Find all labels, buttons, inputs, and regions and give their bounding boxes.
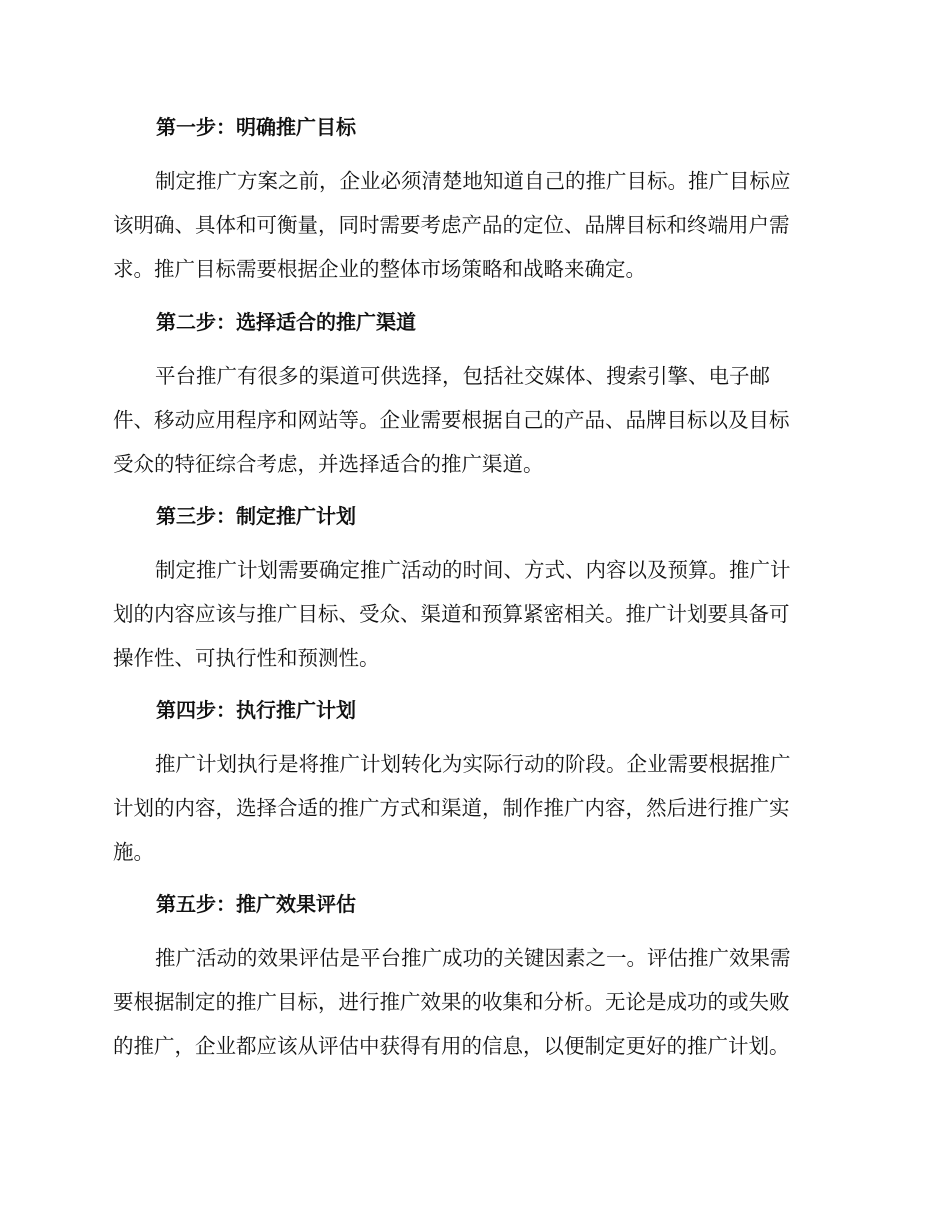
paragraph-line: 计划的内容，选择合适的推广方式和渠道，制作推广内容，然后进行推广实 [113,796,790,820]
section-heading-4: 第四步：执行推广计划 [156,698,356,722]
section-paragraph-2 [113,354,833,486]
section-paragraph-5 [113,936,833,1068]
section-heading-1: 第一步：明确推广目标 [156,115,356,139]
paragraph-line: 划的内容应该与推广目标、受众、渠道和预算紧密相关。推广计划要具备可 [113,602,790,626]
paragraph-line: 制定推广计划需要确定推广活动的时间、方式、内容以及预算。推广计 [155,558,791,582]
section-heading-5: 第五步：推广效果评估 [156,892,356,916]
paragraph-line: 操作性、可执行性和预测性。 [113,646,380,670]
paragraph-line: 求。推广目标需要根据企业的整体市场策略和战略来确定。 [113,257,646,281]
paragraph-line: 的推广，企业都应该从评估中获得有用的信息，以便制定更好的推广计划。 [113,1034,790,1058]
paragraph-line: 要根据制定的推广目标，进行推广效果的收集和分析。无论是成功的或失败 [113,990,790,1014]
section-heading-2: 第二步：选择适合的推广渠道 [156,310,416,334]
paragraph-line: 制定推广方案之前，企业必须清楚地知道自己的推广目标。推广目标应 [155,169,791,193]
section-paragraph-3 [113,548,833,680]
section-paragraph-4 [113,742,833,874]
paragraph-line: 推广活动的效果评估是平台推广成功的关键因素之一。评估推广效果需 [155,946,791,970]
paragraph-line: 推广计划执行是将推广计划转化为实际行动的阶段。企业需要根据推广 [155,752,791,776]
paragraph-line: 件、移动应用程序和网站等。企业需要根据自己的产品、品牌目标以及目标 [113,408,790,432]
paragraph-line: 该明确、具体和可衡量，同时需要考虑产品的定位、品牌目标和终端用户需 [113,213,790,237]
paragraph-line: 施。 [113,840,154,864]
section-paragraph-1 [113,159,833,291]
section-heading-3: 第三步：制定推广计划 [156,504,356,528]
paragraph-line: 受众的特征综合考虑，并选择适合的推广渠道。 [113,452,544,476]
paragraph-line: 平台推广有很多的渠道可供选择，包括社交媒体、搜索引擎、电子邮 [155,364,770,388]
